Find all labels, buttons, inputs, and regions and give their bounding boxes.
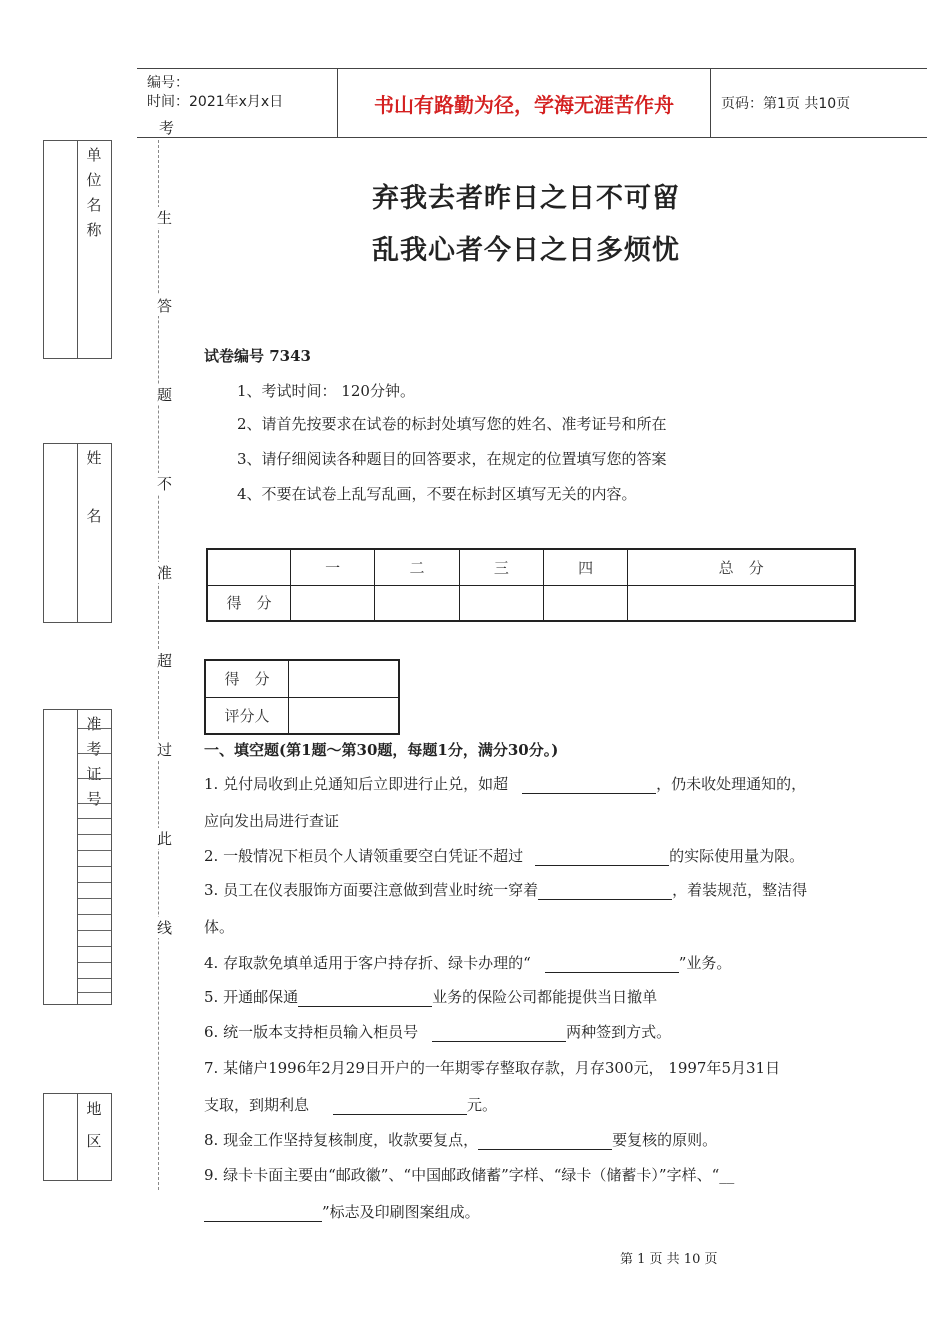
name-label-1: 姓: [86, 449, 102, 467]
header-meta: [137, 69, 338, 137]
question-7: 7. 某储户1996年2月29日开户的一年期零存整取存款，月存300元， 1997年5月31日: [204, 1059, 781, 1077]
kao-char: 考: [159, 119, 175, 137]
question-5: 5. 开通邮保通 业务的保险公司都能提供当日撤单: [204, 988, 658, 1006]
answer-blank-2[interactable]: [535, 849, 669, 866]
grader-cell[interactable]: [289, 697, 400, 734]
motto-text: 书山有路勤为径，学海无涯苦作舟: [374, 92, 674, 117]
time-label: 时间：2021年x月x日: [147, 94, 284, 110]
exam-code: 试卷编号 7343: [204, 347, 311, 365]
answer-blank-8[interactable]: [478, 1133, 612, 1150]
score-row-label: 得 分: [207, 585, 291, 621]
header-motto-cell: [338, 69, 711, 137]
region-label-1: 地: [86, 1100, 102, 1118]
score-header-4: 四: [543, 549, 627, 585]
ticket-number-box: [43, 709, 112, 1005]
score-cell[interactable]: [628, 585, 855, 621]
name-box: [43, 443, 112, 623]
question-9: 9. 绿卡卡面主要由“邮政徽”、“中国邮政储蓄”字样、“绿卡（储蓄卡）”字样、“__: [204, 1166, 735, 1184]
question-3-cont: 体。: [204, 918, 235, 936]
section1-heading: 一、填空题(第1题～第30题，每题1分，满分30分。): [204, 741, 559, 759]
region-box: [43, 1093, 112, 1181]
region-label-2: 区: [86, 1132, 102, 1150]
question-1: 1. 兑付局收到止兑通知后立即进行止兑，如超 ，仍未收处理通知的，: [204, 775, 807, 793]
answer-blank-6[interactable]: [432, 1025, 566, 1042]
score-cell[interactable]: [459, 585, 543, 621]
question-6: 6. 统一版本支持柜员输入柜员号 两种签到方式。: [204, 1023, 672, 1041]
score-header-3: 三: [459, 549, 543, 585]
grader-table: [204, 659, 400, 735]
header-page-cell: [711, 69, 927, 137]
score-table: [206, 548, 856, 622]
unit-label: 单 位 名 称: [86, 146, 102, 239]
grader-label: 评分人: [205, 697, 289, 734]
instruction-4: 4、不要在试卷上乱写乱画，不要在标封区填写无关的内容。: [237, 485, 637, 503]
score-header-1: 一: [291, 549, 375, 585]
title-line-1: 弃我去者昨日之日不可留: [372, 183, 680, 214]
question-8: 8. 现金工作坚持复核制度，收款要复点， 要复核的原则。: [204, 1131, 718, 1149]
score-cell[interactable]: [375, 585, 459, 621]
answer-blank-5[interactable]: [298, 990, 432, 1007]
instruction-3: 3、请仔细阅读各种题目的回答要求，在规定的位置填写您的答案: [237, 450, 667, 468]
page-header: [137, 68, 927, 138]
ticket-label: 准 考 证 号: [86, 715, 102, 808]
unit-name-box: [43, 140, 112, 359]
score-header-total: 总 分: [628, 549, 855, 585]
instruction-1: 1、考试时间： 120分钟。: [237, 382, 415, 400]
question-1-cont: 应向发出局进行查证: [204, 812, 340, 830]
question-3: 3. 员工在仪表服饰方面要注意做到营业时统一穿着 ，着装规范，整洁得: [204, 881, 808, 899]
score-cell[interactable]: [543, 585, 627, 621]
question-9-cont: ”标志及印刷图案组成。: [204, 1202, 480, 1222]
answer-blank-3[interactable]: [538, 883, 672, 900]
grader-score-label: 得 分: [205, 660, 289, 697]
title-line-2: 乱我心者今日之日多烦忧: [372, 235, 680, 266]
score-cell[interactable]: [291, 585, 375, 621]
instruction-2: 2、请首先按要求在试卷的标封处填写您的姓名、准考证号和所在: [237, 415, 667, 433]
number-label: 编号：: [147, 75, 189, 91]
page-footer: 第 1 页 共 10 页: [620, 1252, 718, 1267]
page-info: 页码：第1页 共10页: [721, 96, 851, 112]
score-header-2: 二: [375, 549, 459, 585]
name-label-2: 名: [86, 507, 102, 525]
grader-score-cell[interactable]: [289, 660, 400, 697]
question-4: 4. 存取款免填单适用于客户持存折、绿卡办理的“ ”业务。: [204, 954, 732, 972]
answer-blank-9[interactable]: [204, 1205, 322, 1222]
answer-blank-4[interactable]: [545, 956, 679, 973]
answer-blank-1[interactable]: [522, 777, 656, 794]
question-2: 2. 一般情况下柜员个人请领重要空白凭证不超过 的实际使用量为限。: [204, 847, 805, 865]
answer-blank-7[interactable]: [333, 1098, 467, 1115]
question-7-cont: 支取，到期利息 元。: [204, 1096, 498, 1114]
